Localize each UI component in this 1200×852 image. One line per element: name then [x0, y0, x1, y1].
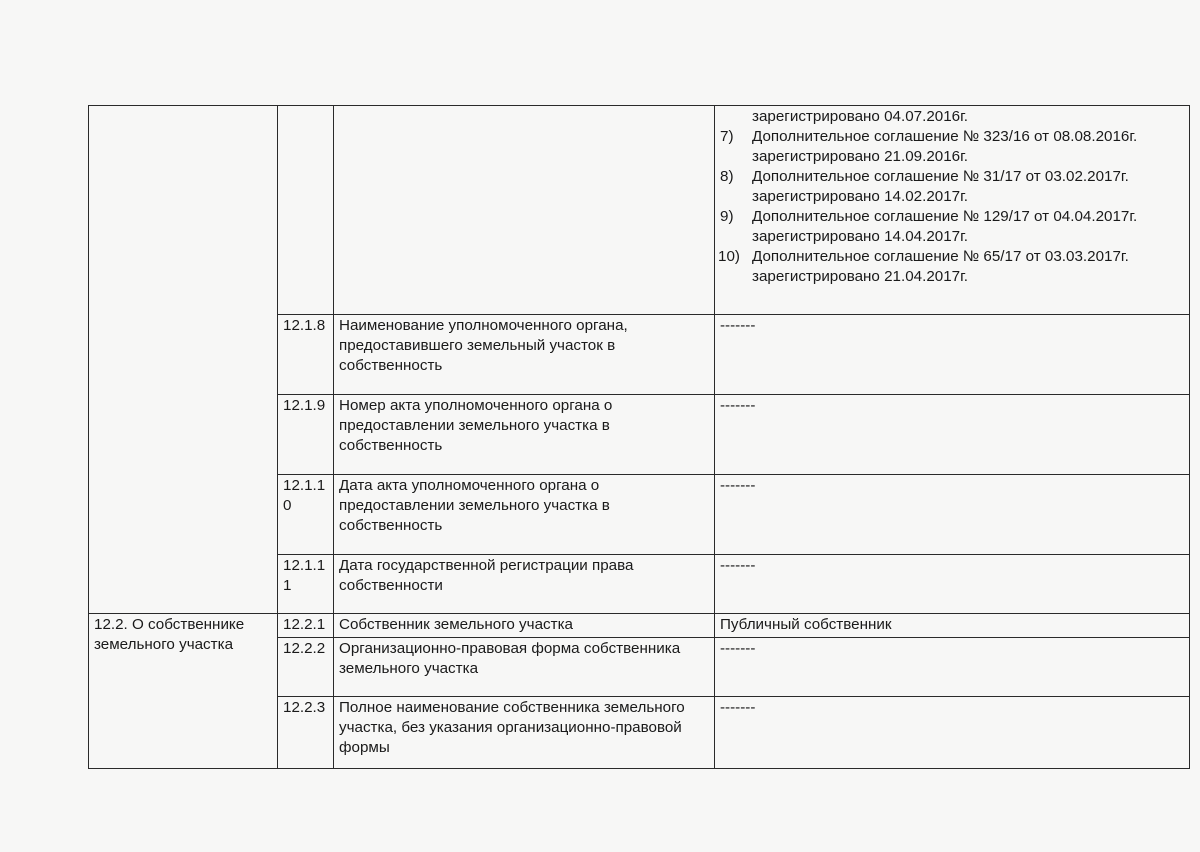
row-value: Публичный собственник [715, 614, 1190, 638]
code-cell-empty [278, 106, 334, 315]
row-label: Дата государственной регистрации права собственности [334, 555, 715, 614]
section-title: 12.2. О собственнике земельного участка [89, 614, 278, 769]
list-item [720, 127, 1184, 167]
row-code: 12.2.3 [278, 697, 334, 769]
table-row [89, 614, 1190, 638]
list-item [720, 167, 1184, 207]
row-value: ------- [715, 395, 1190, 475]
list-item-number: 10) [718, 248, 740, 265]
row-label: Номер акта уполномоченного органа о предоставлении земельного участка в собственность [334, 395, 715, 475]
row-code: 12.2.1 [278, 614, 334, 638]
list-item-number: 8) [720, 168, 734, 185]
row-value: ------- [715, 638, 1190, 697]
agreement-registration: зарегистрировано 21.04.2017г. [752, 268, 969, 285]
row-label: Собственник земельного участка [334, 614, 715, 638]
table-row [89, 106, 1190, 315]
agreement-registration: зарегистрировано 21.09.2016г. [752, 148, 969, 165]
row-label: Полное наименование собственника земельного участка, без указания организационно-правовой формы [334, 697, 715, 769]
agreement-text: Дополнительное соглашение № 31/17 от 03.02.2017г. [752, 168, 1129, 185]
row-code-text: 12.1.10 [283, 477, 326, 514]
agreement-text: Дополнительное соглашение № 129/17 от 04.04.2017г. [752, 208, 1138, 225]
list-item-number: 7) [720, 128, 734, 145]
list-item [720, 207, 1184, 247]
agreements-list [720, 127, 1184, 287]
row-code-text: 12.1.11 [283, 557, 326, 594]
row-value: ------- [715, 555, 1190, 614]
row-code [278, 395, 334, 475]
registration-continuation: зарегистрировано 04.07.2016г. [752, 108, 969, 125]
section-cell-empty [89, 106, 278, 614]
agreements-cell [715, 106, 1190, 315]
row-value: ------- [715, 475, 1190, 555]
label-cell-empty [334, 106, 715, 315]
row-value: ------- [715, 315, 1190, 395]
row-code [278, 315, 334, 395]
row-code [278, 555, 334, 614]
agreement-registration: зарегистрировано 14.02.2017г. [752, 188, 969, 205]
agreement-text: Дополнительное соглашение № 323/16 от 08.08.2016г. [752, 128, 1138, 145]
row-code-text: 12.1.8 [283, 317, 326, 334]
list-item [720, 247, 1184, 287]
agreement-registration: зарегистрировано 14.04.2017г. [752, 228, 969, 245]
list-item-number: 9) [720, 208, 734, 225]
row-code-text: 12.1.9 [283, 397, 326, 414]
row-code: 12.2.2 [278, 638, 334, 697]
agreement-text: Дополнительное соглашение № 65/17 от 03.03.2017г. [752, 248, 1129, 265]
row-label: Дата акта уполномоченного органа о предоставлении земельного участка в собственность [334, 475, 715, 555]
row-label: Организационно-правовая форма собственника земельного участка [334, 638, 715, 697]
row-label: Наименование уполномоченного органа, предоставившего земельный участок в собственность [334, 315, 715, 395]
row-code [278, 475, 334, 555]
row-value: ------- [715, 697, 1190, 769]
land-plot-info-table [88, 105, 1190, 769]
